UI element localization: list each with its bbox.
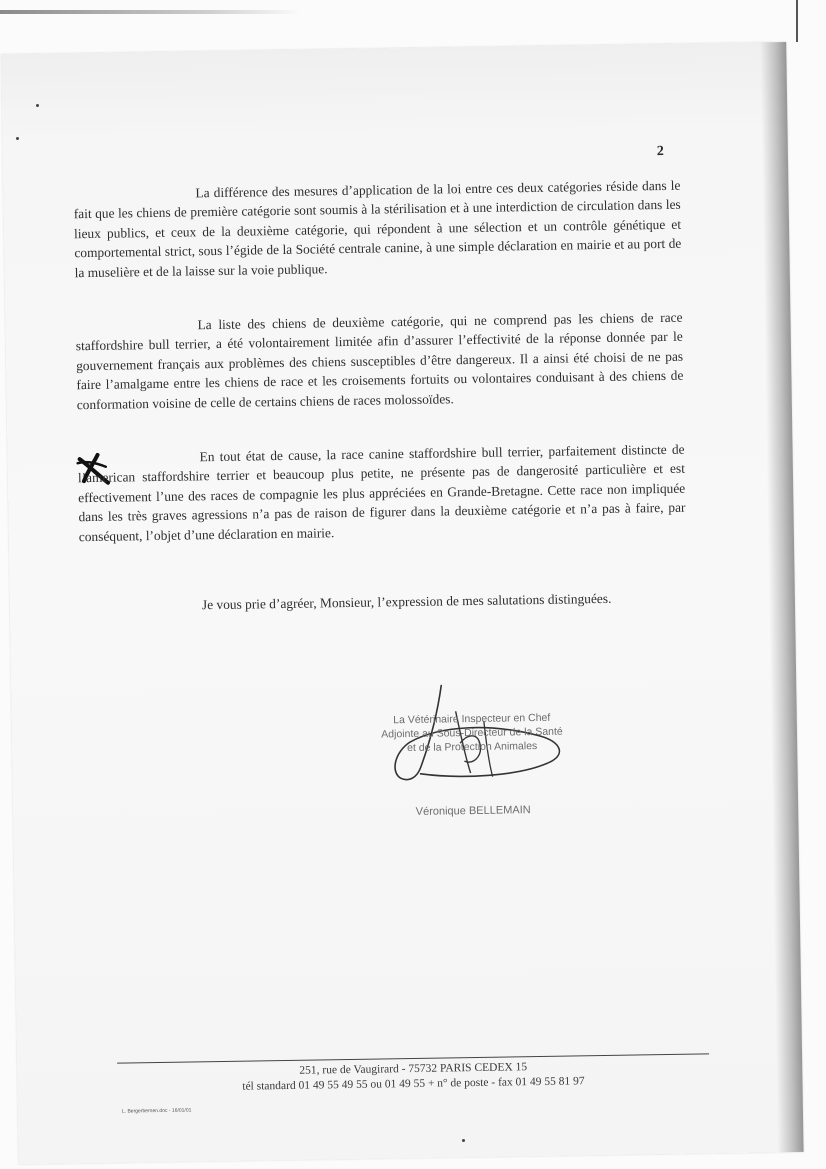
scan-speck — [16, 137, 19, 140]
closing-salutation: Je vous prie d’agréer, Monsieur, l’expression de mes salutations distinguées. — [201, 590, 612, 613]
scan-speck — [462, 1139, 465, 1142]
footer-phone: tél standard 01 49 55 49 55 ou 01 49 55 + n° de poste - fax 01 49 55 81 97 — [242, 1075, 585, 1093]
scan-speck — [36, 104, 39, 107]
signatory-title-line-2: Adjointe au Sous-Directeur de la Santé — [381, 725, 563, 741]
paragraph-second-category-list: La liste des chiens de deuxième catégorie, qui ne comprend pas les chiens de race staffordshire bull terrier, a été volontairement limitée afin d’assurer l’effectivité de la réponse donnée par le gouvernement français aux problèmes des chiens susceptibles d’être dangereux. Il a ainsi été choisi de ne pas faire l’amalgame entre les chiens de race et les croisements fortuits ou volontaires conduisant à des chiens de conformation voisine de celle de certains chiens de races molossoïdes. — [75, 309, 684, 412]
footer-address: 251, rue de Vaugirard - 75732 PARIS CEDEX 15 — [299, 1061, 528, 1077]
scan-edge-line — [796, 0, 798, 42]
footer-file-reference: L. Bergerbernen.doc - 16/01/01 — [121, 1107, 192, 1115]
paragraph-staffordshire-breed: En tout état de cause, la race canine staffordshire bull terrier, parfaitement distincte de l’american staffordshire terrier et beaucoup plus petite, ne présente pas de dangerosité particulière et est effectivement l’une des races de compagnie les plus appréciées en Grande-Bretagne. Cette race non impliquée dans les très graves agressions n’a pas de raison de figurer dans la deuxième catégorie et n’a pas à faire, par conséquent, l’objet d’une déclaration en mairie. — [77, 441, 686, 544]
signatory-title-line-1: La Vétérinaire Inspecteur en Chef — [393, 711, 551, 727]
scan-top-edge — [0, 10, 300, 14]
signatory-name: Véronique BELLEMAIN — [415, 804, 531, 818]
signature-block — [351, 685, 594, 859]
signatory-title-line-3: et de la Protection Animales — [407, 740, 538, 755]
paragraph-categories-difference: La différence des mesures d’application de la loi entre ces deux catégories réside dans le fait que les chiens de première catégorie sont soumis à la stérilisation et à une interdiction de circulation dans les lieux publics, et ceux de la deuxième catégorie, qui répondent à une sélection et un contrôle génétique et comportemental strict, sous l’égide de la Société centrale canine, à une simple déclaration en mairie et au port de la muselière et de la laisse sur la voie publique. — [73, 177, 682, 280]
letter-page — [1, 42, 803, 1164]
page-number: 2 — [656, 143, 664, 160]
